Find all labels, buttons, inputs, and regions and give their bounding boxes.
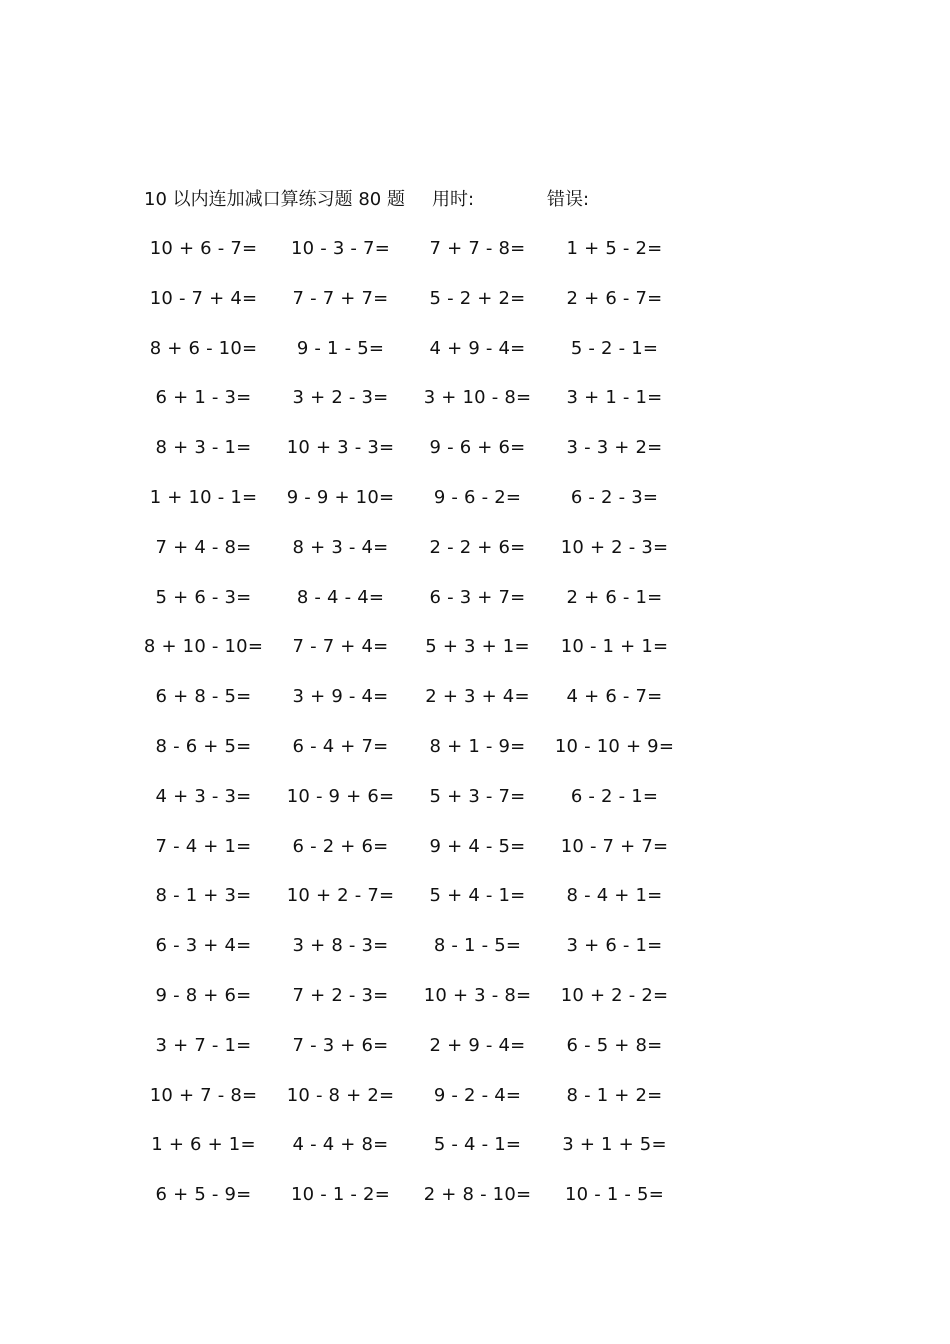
- arithmetic-problem: 10 - 9 + 6=: [286, 785, 395, 807]
- arithmetic-problem: 6 - 3 + 4=: [155, 935, 252, 957]
- arithmetic-problem: 3 + 1 - 1=: [566, 387, 663, 409]
- arithmetic-problem: 10 - 7 + 4=: [149, 287, 258, 309]
- problem-row: [136, 632, 696, 682]
- arithmetic-problem: 3 + 9 - 4=: [292, 686, 389, 708]
- problem-row: [136, 583, 696, 633]
- arithmetic-problem: 6 - 2 + 6=: [292, 835, 389, 857]
- arithmetic-problem: 8 + 6 - 10=: [149, 337, 258, 359]
- worksheet-title: 10 以内连加减口算练习题 80 题: [144, 189, 405, 210]
- arithmetic-problem: 10 - 3 - 7=: [291, 238, 390, 259]
- arithmetic-problem: 4 - 4 + 8=: [292, 1134, 389, 1156]
- arithmetic-problem: 5 + 3 - 7=: [429, 785, 526, 807]
- arithmetic-problem: 5 + 6 - 3=: [155, 586, 252, 608]
- arithmetic-problem: 7 + 7 - 8=: [429, 238, 526, 259]
- arithmetic-problem: 10 - 1 + 1=: [560, 636, 669, 658]
- errors-label: 错误:: [547, 189, 590, 210]
- arithmetic-problem: 2 - 2 + 6=: [429, 536, 526, 558]
- arithmetic-problem: 7 - 7 + 4=: [292, 636, 389, 658]
- problem-row: [136, 832, 696, 882]
- arithmetic-problem: 10 + 2 - 3=: [560, 536, 669, 558]
- problem-row: [136, 782, 696, 832]
- problem-row: [136, 1031, 696, 1081]
- problem-row: [136, 1130, 696, 1180]
- arithmetic-problem: 10 - 7 + 7=: [560, 835, 669, 857]
- arithmetic-problem: 7 + 2 - 3=: [292, 984, 389, 1006]
- problem-row: [136, 682, 696, 732]
- arithmetic-problem: 2 + 8 - 10=: [423, 1184, 532, 1206]
- arithmetic-problem: 9 - 9 + 10=: [286, 486, 395, 508]
- arithmetic-problem: 3 + 1 + 5=: [562, 1134, 667, 1156]
- arithmetic-problem: 10 - 10 + 9=: [554, 735, 675, 757]
- arithmetic-problem: 8 - 4 + 1=: [566, 885, 663, 907]
- problem-row: [136, 1081, 696, 1131]
- arithmetic-problem: 3 + 2 - 3=: [292, 387, 389, 409]
- problem-row: [136, 732, 696, 782]
- arithmetic-problem: 8 - 6 + 5=: [155, 735, 252, 757]
- arithmetic-problem: 1 + 5 - 2=: [566, 238, 663, 259]
- arithmetic-problem: 6 - 4 + 7=: [292, 735, 389, 757]
- arithmetic-problem: 2 + 6 - 1=: [566, 586, 663, 608]
- arithmetic-problem: 9 - 1 - 5=: [296, 337, 385, 359]
- arithmetic-problem: 6 + 5 - 9=: [155, 1184, 252, 1206]
- arithmetic-problem: 9 - 6 + 6=: [429, 437, 526, 459]
- arithmetic-problem: 10 + 7 - 8=: [149, 1084, 258, 1106]
- arithmetic-problem: 9 - 8 + 6=: [155, 984, 252, 1006]
- arithmetic-problem: 4 + 3 - 3=: [155, 785, 252, 807]
- arithmetic-problem: 8 + 1 - 9=: [429, 735, 526, 757]
- arithmetic-problem: 3 + 10 - 8=: [423, 387, 532, 409]
- arithmetic-problem: 8 + 10 - 10=: [143, 636, 264, 658]
- arithmetic-problem: 8 + 3 - 4=: [292, 536, 389, 558]
- arithmetic-problem: 1 + 6 + 1=: [151, 1134, 256, 1156]
- arithmetic-problem: 4 + 9 - 4=: [429, 337, 526, 359]
- arithmetic-problem: 8 - 1 + 2=: [566, 1084, 663, 1106]
- arithmetic-problem: 10 - 1 - 2=: [291, 1184, 390, 1206]
- arithmetic-problem: 5 - 2 - 1=: [570, 337, 659, 359]
- arithmetic-problem: 6 - 2 - 1=: [570, 785, 659, 807]
- arithmetic-problem: 10 + 3 - 3=: [286, 437, 395, 459]
- arithmetic-problem: 7 + 4 - 8=: [155, 536, 252, 558]
- problem-row: [136, 334, 696, 384]
- problem-row: [136, 1180, 696, 1230]
- arithmetic-problem: 6 + 8 - 5=: [155, 686, 252, 708]
- arithmetic-problem: 3 + 8 - 3=: [292, 935, 389, 957]
- problem-row: [136, 483, 696, 533]
- arithmetic-problem: 10 - 8 + 2=: [286, 1084, 395, 1106]
- arithmetic-problem: 8 - 4 - 4=: [296, 586, 385, 608]
- arithmetic-problem: 10 + 3 - 8=: [423, 984, 532, 1006]
- time-used-label: 用时:: [432, 189, 475, 210]
- arithmetic-problem: 5 - 4 - 1=: [433, 1134, 522, 1156]
- arithmetic-problem: 5 + 4 - 1=: [429, 885, 526, 907]
- problem-row: [136, 234, 696, 284]
- arithmetic-problem: 9 + 4 - 5=: [429, 835, 526, 857]
- arithmetic-problem: 7 - 7 + 7=: [292, 287, 389, 309]
- problem-row: [136, 881, 696, 931]
- problem-row: [136, 533, 696, 583]
- arithmetic-problem: 3 + 6 - 1=: [566, 935, 663, 957]
- arithmetic-problem: 7 - 4 + 1=: [155, 835, 252, 857]
- worksheet-header: [144, 186, 844, 214]
- arithmetic-problem: 10 + 2 - 2=: [560, 984, 669, 1006]
- arithmetic-problem: 2 + 9 - 4=: [429, 1034, 526, 1056]
- arithmetic-problem: 8 + 3 - 1=: [155, 437, 252, 459]
- arithmetic-problem: 8 - 1 + 3=: [155, 885, 252, 907]
- arithmetic-problem: 6 + 1 - 3=: [155, 387, 252, 409]
- arithmetic-problem: 5 - 2 + 2=: [429, 287, 526, 309]
- arithmetic-problem: 10 + 6 - 7=: [149, 238, 258, 259]
- arithmetic-problem: 3 - 3 + 2=: [566, 437, 663, 459]
- arithmetic-problem: 6 - 5 + 8=: [566, 1034, 663, 1056]
- problem-row: [136, 433, 696, 483]
- arithmetic-problem: 6 - 2 - 3=: [570, 486, 659, 508]
- arithmetic-problem: 5 + 3 + 1=: [425, 636, 530, 658]
- arithmetic-problem: 8 - 1 - 5=: [433, 935, 522, 957]
- arithmetic-problem: 7 - 3 + 6=: [292, 1034, 389, 1056]
- problem-grid: [136, 234, 696, 1230]
- problem-row: [136, 383, 696, 433]
- arithmetic-problem: 9 - 2 - 4=: [433, 1084, 522, 1106]
- arithmetic-problem: 10 - 1 - 5=: [565, 1184, 664, 1206]
- problem-row: [136, 284, 696, 334]
- arithmetic-problem: 6 - 3 + 7=: [429, 586, 526, 608]
- arithmetic-problem: 2 + 3 + 4=: [425, 686, 530, 708]
- arithmetic-problem: 9 - 6 - 2=: [433, 486, 522, 508]
- problem-row: [136, 981, 696, 1031]
- arithmetic-problem: 3 + 7 - 1=: [155, 1034, 252, 1056]
- arithmetic-problem: 2 + 6 - 7=: [566, 287, 663, 309]
- arithmetic-problem: 4 + 6 - 7=: [566, 686, 663, 708]
- arithmetic-problem: 1 + 10 - 1=: [149, 486, 258, 508]
- arithmetic-problem: 10 + 2 - 7=: [286, 885, 395, 907]
- problem-row: [136, 931, 696, 981]
